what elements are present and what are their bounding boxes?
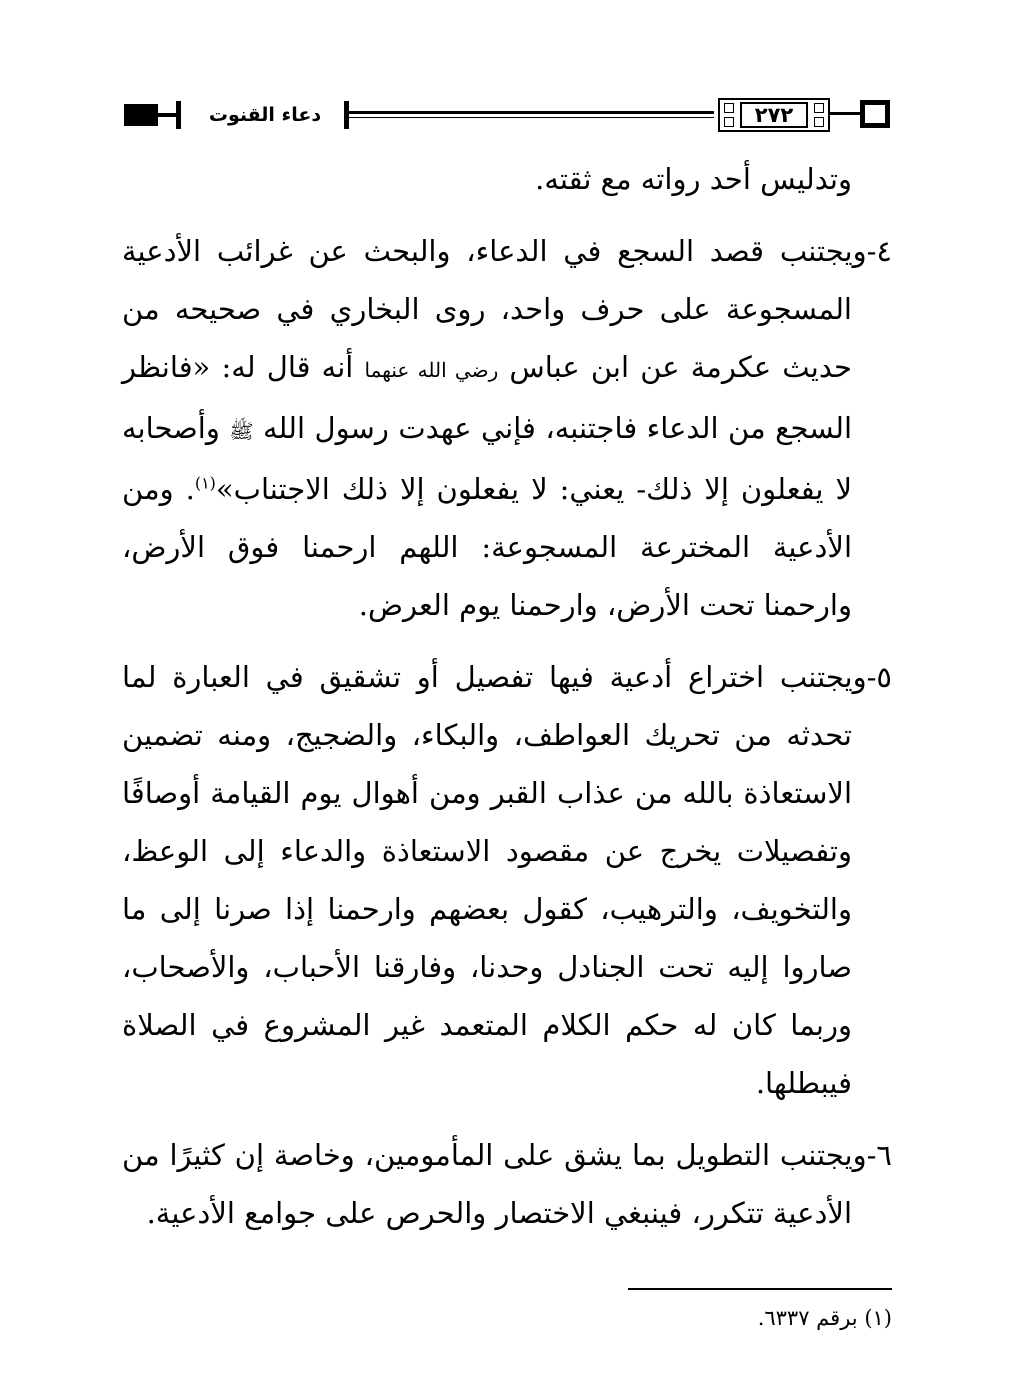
item-number: ٥- — [866, 660, 892, 694]
header-ornament-square — [860, 100, 890, 128]
item-text: ويجتنب التطويل بما يشق على المأمومين، وخاصة إن كثيرًا من الأدعية تتكرر، فينبغي الاختصار والحرص على جوامع الأدعية. — [122, 1138, 867, 1230]
frame-corner-ornament — [724, 117, 734, 127]
list-item-6 — [122, 1126, 892, 1242]
list-item-4 — [122, 222, 892, 634]
footnote — [500, 1302, 892, 1334]
frame-corner-ornament — [724, 103, 734, 113]
item-text: وأصحابه لا يفعلون إلا ذلك- يعني: لا يفعلون إلا ذلك الاجتناب» — [122, 411, 852, 506]
item-number: ٤- — [866, 234, 892, 268]
page-number-frame — [718, 98, 830, 132]
header-ornament-block — [124, 104, 158, 126]
frame-corner-ornament — [814, 103, 824, 113]
item-text: أنه قال له: «فانظر السجع من الدعاء فاجتنبه، فإني عهدت رسول الله — [122, 350, 852, 445]
honorific-ligature: رضي الله عنهما — [364, 358, 499, 382]
item-text: . ومن الأدعية المخترعة المسجوعة: اللهم ارحمنا فوق الأرض، وارحمنا تحت الأرض، وارحمنا يوم العرض. — [122, 472, 852, 622]
footnote-marker: (١) — [864, 1306, 892, 1330]
page-number: ٢٧٢ — [754, 103, 794, 127]
item-text: ويجتنب قصد السجع في الدعاء، والبحث عن غرائب الأدعية المسجوعة على حرف واحد، روى البخاري في صحيحه من حديث عكرمة عن ابن عباس — [122, 234, 867, 384]
frame-corner-ornament — [814, 117, 824, 127]
footnote-text: برقم ٦٣٣٧. — [757, 1306, 858, 1330]
page-body — [122, 150, 892, 1256]
item-number: ٦- — [866, 1138, 892, 1172]
running-header — [122, 96, 892, 136]
footnote-separator — [628, 1288, 892, 1290]
header-rule-thin — [349, 117, 714, 118]
header-rule — [349, 111, 714, 114]
header-ornament-tick — [176, 101, 181, 129]
header-ornament-bar — [158, 113, 176, 117]
footnote-reference[interactable]: (١) — [194, 473, 216, 493]
list-item-5 — [122, 648, 892, 1112]
header-rule — [830, 112, 860, 115]
item-text: ويجتنب اختراع أدعية فيها تفصيل أو تشقيق في العبارة لما تحدثه من تحريك العواطف، والبكاء، والضجيج، ومنه تضمين الاستعاذة بالله من عذاب القبر ومن أهوال يوم القيامة أوصافًا وتفصيلات يخرج عن مقصود الاستعاذة والدعاء إلى الوعظ، والتخويف، والترهيب، كقول بعضهم وارحمنا إذا صرنا إلى ما صاروا إليه تحت الجنادل وحدنا، وفارقنا الأحباب، والأصحاب، وربما كان له حكم الكلام المتعمد غير المشروع في الصلاة فيبطلها. — [122, 660, 867, 1100]
header-ornament-tick — [344, 101, 349, 129]
honorific-ligature: ﷺ — [229, 419, 254, 443]
chapter-title: دعاء القنوت — [208, 104, 322, 126]
continuation-paragraph: وتدليس أحد رواته مع ثقته. — [535, 162, 852, 196]
